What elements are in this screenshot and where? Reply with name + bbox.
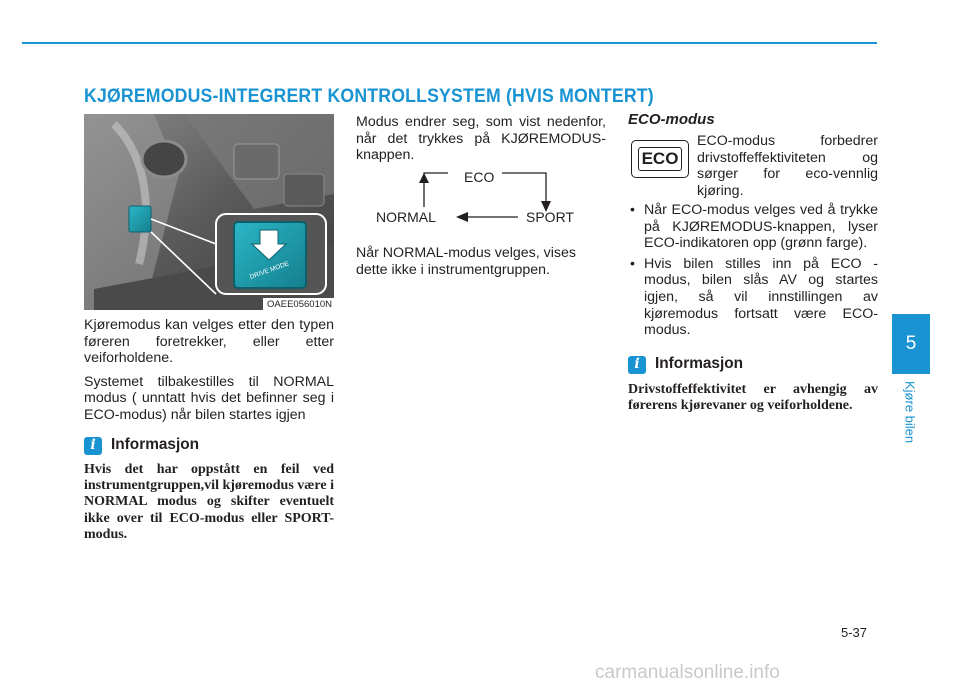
middle-column-bottom — [356, 245, 606, 278]
info-title-left: Informasjon — [111, 436, 200, 454]
info-heading-left — [84, 437, 334, 455]
eco-bullet-list — [628, 202, 878, 339]
eco-subtitle: ECO-modus — [628, 111, 715, 128]
middle-column — [356, 114, 606, 164]
middle-paragraph-1: Modus endrer seg, som vist nedenfor, når det trykkes på KJØREMODUS-knappen. — [356, 114, 606, 164]
eco-intro-block — [697, 133, 878, 199]
info-icon: i — [628, 356, 646, 374]
list-item: • Når ECO-modus velges ved å trykke på KJØREMODUS-knappen, lyser ECO-indikatoren opp (grønn farge). — [628, 202, 878, 252]
right-column-title — [628, 112, 878, 129]
eco-indicator-icon — [631, 140, 689, 178]
left-column — [84, 317, 334, 544]
info-heading-right — [628, 356, 878, 374]
info-text-right: Drivstoffeffektivitet er avhengig av førerens kjørevaner og veiforholdene. — [628, 381, 878, 414]
chapter-tab: 5 — [892, 314, 930, 374]
info-text-left: Hvis det har oppstått en feil ved instrumentgruppen,vil kjøremodus være i NORMAL modus og skifter eventuelt ikke over til ECO-modus eller SPORT-modus. — [84, 461, 334, 543]
diagram-sport-label: SPORT — [526, 209, 574, 225]
section-title: KJØREMODUS-INTEGRERT KONTROLLSYSTEM (HVIS MONTERT) — [84, 86, 654, 107]
left-paragraph-1: Kjøremodus kan velges etter den typen føreren foretrekker, eller etter veiforholdene. — [84, 317, 334, 367]
mode-cycle-diagram — [356, 165, 606, 235]
page-number: 5-37 — [841, 625, 868, 640]
figure-code: OAEE056010N — [263, 298, 334, 310]
eco-badge-text: ECO — [638, 147, 683, 171]
diagram-normal-label: NORMAL — [376, 209, 436, 225]
header-rule — [22, 42, 877, 44]
middle-paragraph-2: Når NORMAL-modus velges, vises dette ikke i instrumentgruppen. — [356, 245, 576, 278]
chapter-label: Kjøre bilen — [902, 380, 918, 444]
eco-intro: ECO-modus forbedrer drivstoffeffektiviteten og sørger for eco-vennlig kjøring. — [697, 133, 878, 199]
info-icon: i — [84, 437, 102, 455]
diagram-eco-label: ECO — [464, 169, 495, 185]
drive-mode-photo — [84, 114, 334, 310]
left-paragraph-2: Systemet tilbakestilles til NORMAL modus ( unntatt hvis det befinner seg i ECO-modus) når bilen startes igjen — [84, 373, 334, 423]
watermark: carmanualsonline.info — [595, 662, 780, 683]
console-illustration — [84, 114, 334, 310]
list-item: • Hvis bilen stilles inn på ECO - modus, bilen slås AV og startes igjen, så vil innstillingen av kjøremodus fortsatt være ECO-modus. — [628, 256, 878, 339]
info-title-right: Informasjon — [655, 355, 744, 373]
right-column-list — [628, 202, 878, 415]
drive-mode-button-label: DRIVE MODE — [248, 260, 291, 281]
